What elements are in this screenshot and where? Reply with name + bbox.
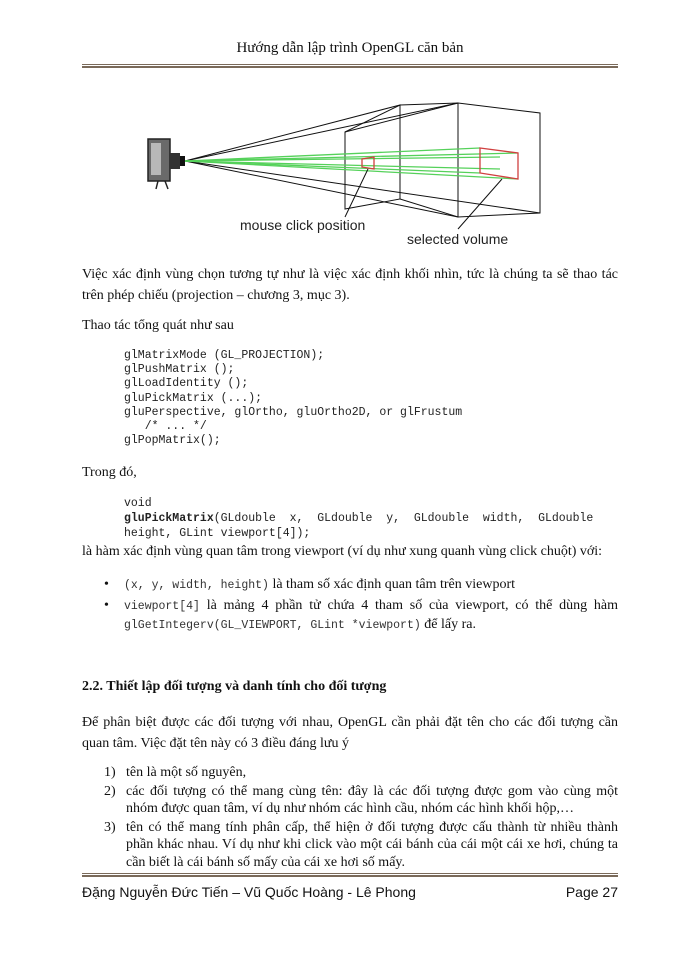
page-number: Page 27 bbox=[565, 884, 618, 900]
header-rule bbox=[82, 64, 618, 68]
frustum-diagram bbox=[140, 95, 580, 260]
code-line: /* ... */ bbox=[124, 420, 207, 434]
code-line: gluPickMatrix (...); bbox=[124, 391, 263, 405]
camera-icon bbox=[148, 139, 185, 189]
bullet-glyph: • bbox=[104, 577, 109, 592]
parameter-bullet-list bbox=[100, 576, 618, 637]
bullet-code: (x, y, width, height) bbox=[124, 579, 269, 592]
page-header-title: Hướng dẫn lập trình OpenGL căn bản bbox=[236, 40, 464, 56]
mouse-click-label: mouse click position bbox=[240, 217, 366, 233]
selected-volume-label: selected volume bbox=[407, 231, 509, 247]
code-function-name: gluPickMatrix bbox=[124, 512, 214, 525]
list-item bbox=[100, 576, 618, 595]
paragraph-naming: Để phân biệt được các đối tượng với nhau, OpenGL cần phải đặt tên cho các đối tượng cần quan tâm. Việc đặt tên này có 3 điều đáng lưu ý bbox=[82, 715, 618, 751]
code-line: gluPerspective, glOrtho, gluOrtho2D, or glFrustum bbox=[124, 405, 463, 419]
list-number: 1) bbox=[104, 765, 116, 780]
list-item bbox=[100, 597, 618, 635]
section-heading: 2.2. Thiết lập đối tượng và danh tính cho đối tượng bbox=[82, 679, 387, 694]
code-block-signature bbox=[124, 496, 618, 541]
bullet-glyph: • bbox=[104, 598, 109, 613]
code-keyword: void bbox=[124, 497, 152, 510]
naming-rules-list bbox=[104, 764, 618, 872]
bullet-text-2: để lấy ra. bbox=[420, 617, 476, 632]
paragraph-intro: Việc xác định vùng chọn tương tự như là việc xác định khối nhìn, tức là chúng ta sẽ thao tác trên phép chiếu (projection – chương 3, mục 3). bbox=[82, 267, 618, 303]
code-params-line2: height, GLint viewport[4]); bbox=[124, 527, 311, 540]
list-text: tên có thể mang tính phân cấp, thể hiện ở đối tượng được cấu thành từ nhiều thành phần khác nhau. Ví dụ như khi click vào một cái bánh của cái một cái xe hơi, chúng ta cần biết là cái bánh số mấy của cái xe hơi số mấy. bbox=[126, 819, 618, 870]
list-number: 2) bbox=[104, 783, 116, 799]
bullet-text: là tham số xác định quan tâm trên viewport bbox=[268, 577, 516, 592]
paragraph-general-ops: Thao tác tổng quát như sau bbox=[82, 318, 234, 333]
list-text: các đối tượng có thể mang cùng tên: đây là các đối tượng được gom vào cùng một nhóm được quan tâm, ví dụ như nhóm các hình cầu, nhóm các hình khối hộp,… bbox=[126, 783, 618, 816]
paragraph-where: Trong đó, bbox=[82, 465, 137, 480]
bullet-code-2: glGetIntegerv(GL_VIEWPORT, GLint *viewport) bbox=[124, 619, 421, 632]
list-item bbox=[104, 783, 618, 818]
list-number: 3) bbox=[104, 819, 116, 835]
bullet-text: là mảng 4 phần tử chứa 4 tham số của viewport, có thể dùng hàm bbox=[199, 598, 618, 613]
list-item bbox=[104, 819, 618, 872]
pick-rays bbox=[185, 148, 518, 179]
bullet-code: viewport[4] bbox=[124, 600, 200, 613]
picking-volume-figure bbox=[140, 95, 580, 260]
code-line: glPopMatrix(); bbox=[124, 434, 221, 448]
paragraph-function-desc: là hàm xác định vùng quan tâm trong viewport (ví dụ như xung quanh vùng click chuột) với: bbox=[82, 544, 603, 559]
code-line: glPushMatrix (); bbox=[124, 363, 235, 377]
selected-volume-far bbox=[480, 148, 518, 179]
list-item bbox=[104, 764, 618, 782]
code-block-projection bbox=[124, 349, 618, 448]
code-line: glLoadIdentity (); bbox=[124, 377, 249, 391]
footer-rule bbox=[82, 873, 618, 877]
list-text: tên là một số nguyên, bbox=[126, 765, 247, 780]
footer-authors: Đặng Nguyễn Đức Tiến – Vũ Quốc Hoàng - Lê Phong bbox=[82, 884, 416, 900]
code-params: (GLdouble x, GLdouble y, GLdouble width, GLdouble bbox=[213, 512, 594, 525]
code-line: glMatrixMode (GL_PROJECTION); bbox=[124, 349, 325, 362]
